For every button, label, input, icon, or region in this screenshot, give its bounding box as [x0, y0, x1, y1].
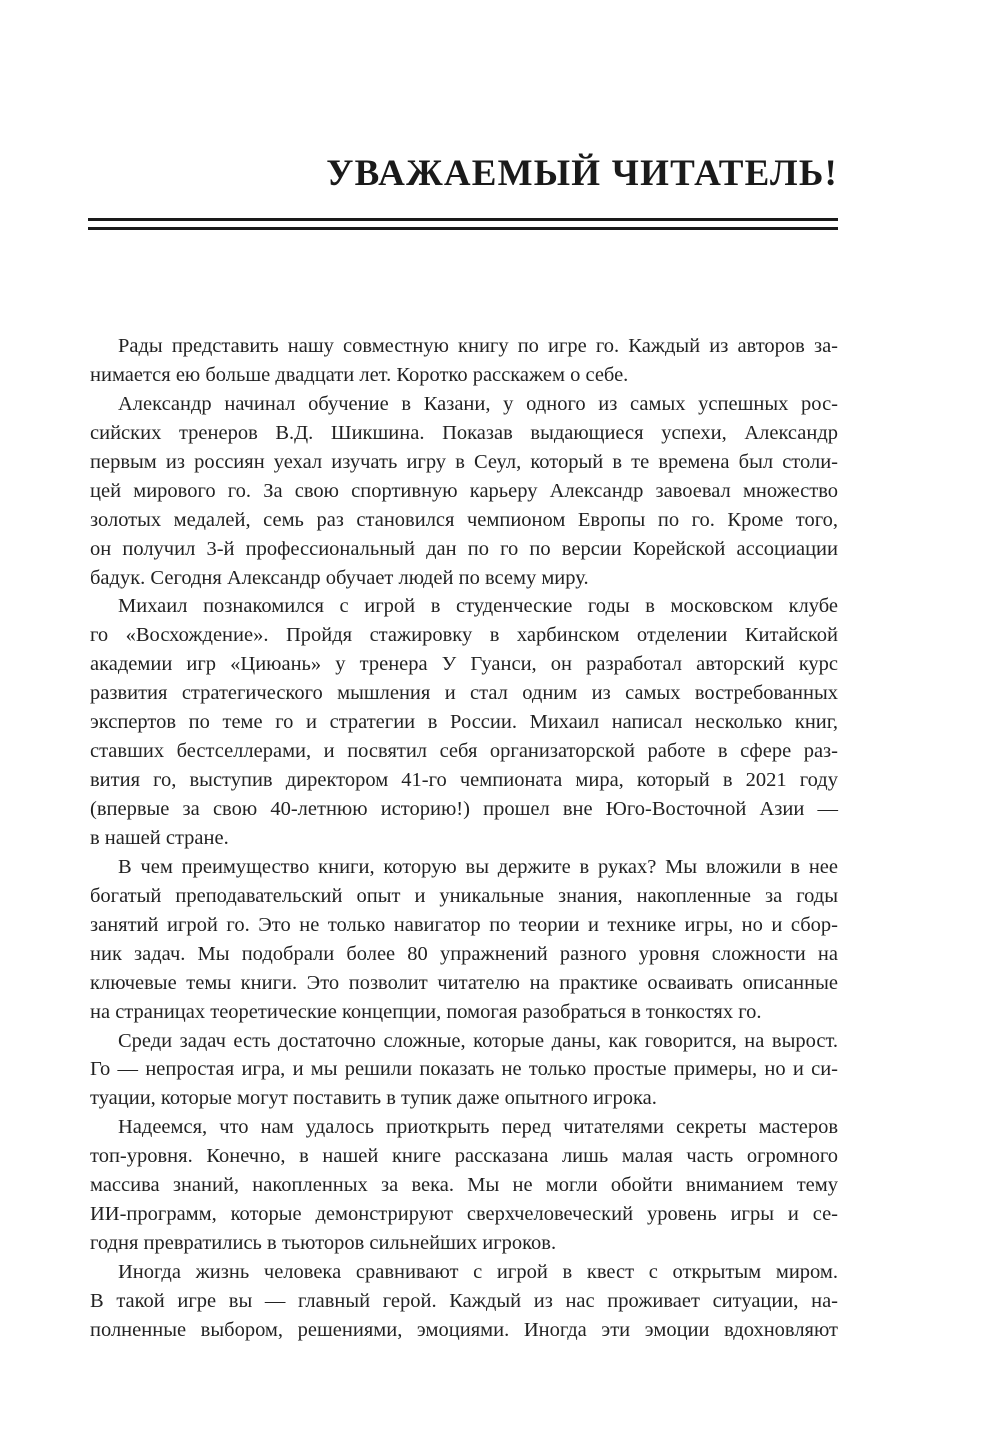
text-line: Среди задач есть достаточно сложные, которые даны, как говорится, на вырост.: [118, 1029, 838, 1052]
text-line: ИИ-программ, которые демонстрируют сверхчеловеческий уровень игры и се-: [90, 1203, 838, 1226]
text-line: ник задач. Мы подобрали более 80 упражнений разного уровня сложности на: [90, 942, 838, 965]
text-line: го «Восхождение». Пройдя стажировку в харбинском отделении Китайской: [90, 624, 838, 647]
paragraph: [90, 592, 838, 852]
text-line: первым из россиян уехал изучать игру в Сеул, который в те времена был столи-: [90, 450, 838, 473]
text-line: в нашей стране.: [90, 826, 229, 849]
title-rule-top: [88, 218, 838, 221]
text-line: В такой игре вы — главный герой. Каждый из нас проживает ситуации, на-: [90, 1289, 838, 1312]
text-line: туации, которые могут поставить в тупик даже опытного игрока.: [90, 1087, 657, 1110]
text-line: массива знаний, накопленных за века. Мы не могли обойти вниманием тему: [90, 1174, 838, 1197]
text-line: Иногда жизнь человека сравнивают с игрой в квест с открытым миром.: [118, 1261, 838, 1283]
paragraph: [90, 390, 838, 593]
text-line: Михаил познакомился с игрой в студенческие годы в московском клубе: [118, 595, 838, 618]
page-title: УВАЖАЕМЫЙ ЧИТАТЕЛЬ!: [326, 153, 838, 194]
text-line: цей мирового го. За свою спортивную карьеру Александр завоевал множество: [90, 479, 838, 502]
text-line: бадук. Сегодня Александр обучает людей по всему миру.: [90, 566, 589, 589]
text-line: он получил 3-й профессиональный дан по го по версии Корейской ассоциации: [90, 537, 838, 560]
text-line: полненные выбором, решениями, эмоциями. Иногда эти эмоции вдохновляют: [90, 1318, 838, 1341]
text-line: Рады представить нашу совместную книгу по игре го. Каждый из авторов за-: [118, 335, 838, 357]
paragraph: [90, 1113, 838, 1258]
text-line: развития стратегического мышления и стал одним из самых востребованных: [90, 682, 838, 705]
text-line: нимается ею больше двадцати лет. Коротко расскажем о себе.: [90, 363, 629, 386]
text-line: годня превратились в тьюторов сильнейших игроков.: [90, 1232, 557, 1255]
paragraph: [90, 1027, 838, 1114]
title-rule-bottom: [88, 227, 838, 230]
text-line: занятий игрой го. Это не только навигатор по теории и технике игры, но и сбор-: [90, 913, 838, 936]
text-line: ставших бестселлерами, и посвятил себя организаторской работе в сфере раз-: [90, 740, 838, 763]
text-line: Надеемся, что нам удалось приоткрыть перед читателями секреты мастеров: [118, 1116, 838, 1139]
paragraph: [90, 1258, 838, 1345]
paragraph: [90, 853, 838, 1027]
text-line: богатый преподавательский опыт и уникальные знания, накопленные за годы: [90, 884, 838, 907]
text-line: Александр начинал обучение в Казани, у одного из самых успешных рос-: [118, 392, 838, 415]
text-line: (впервые за свою 40-летнюю историю!) прошел вне Юго-Восточной Азии —: [90, 798, 838, 820]
text-line: В чем преимущество книги, которую вы держите в руках? Мы вложили в нее: [118, 855, 838, 878]
body-text: [90, 332, 838, 1345]
text-line: золотых медалей, семь раз становился чемпионом Европы по го. Кроме того,: [90, 508, 838, 531]
text-line: ключевые темы книги. Это позволит читателю на практике осваивать описанные: [90, 971, 838, 994]
text-line: вития го, выступив директором 41-го чемпионата мира, который в 2021 году: [90, 769, 838, 792]
text-line: топ-уровня. Конечно, в нашей книге рассказана лишь малая часть огромного: [90, 1145, 838, 1168]
text-line: на страницах теоретические концепции, помогая разобраться в тонкостях го.: [90, 1000, 762, 1023]
text-line: академии игр «Циюань» у тренера У Гуанси, он разработал авторский курс: [90, 653, 838, 676]
text-line: сийских тренеров В.Д. Шикшина. Показав выдающиеся успехи, Александр: [90, 421, 838, 444]
text-line: экспертов по теме го и стратегии в России. Михаил написал несколько книг,: [90, 711, 838, 734]
paragraph: [90, 332, 838, 390]
text-line: Го — непростая игра, и мы решили показать не только простые примеры, но и си-: [90, 1058, 838, 1081]
